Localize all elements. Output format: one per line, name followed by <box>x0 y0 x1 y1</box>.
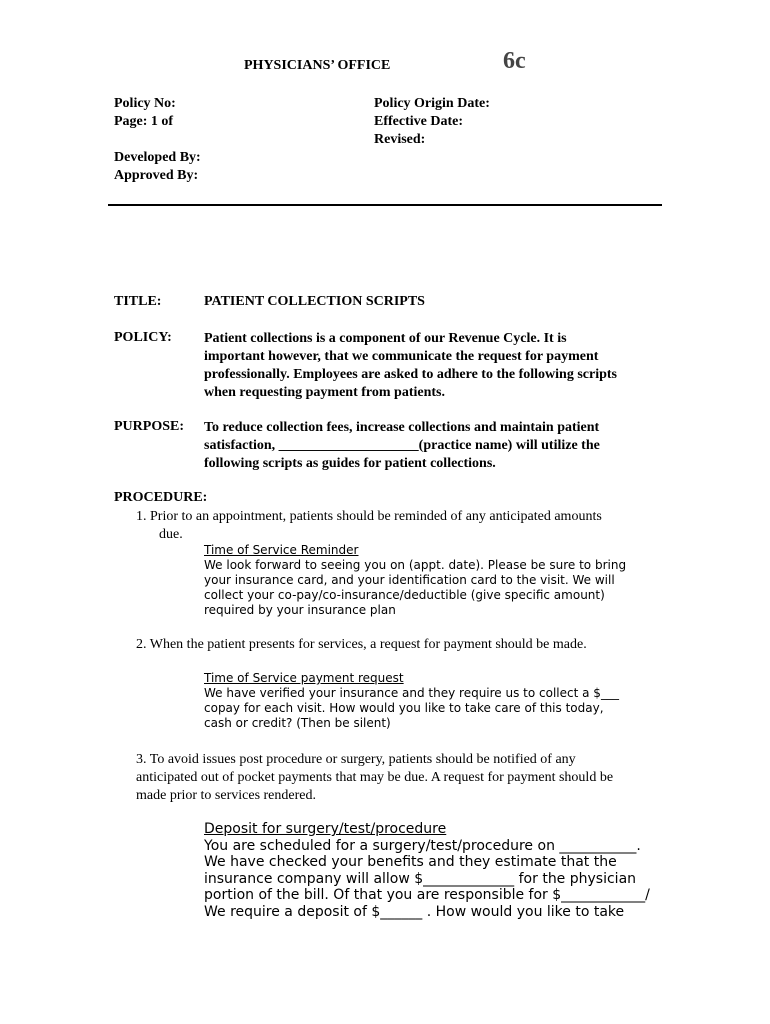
script-title: Time of Service Reminder <box>204 543 359 557</box>
step-3-text <box>136 751 676 805</box>
script-line: We require a deposit of $______ . How would you like to take <box>204 903 625 920</box>
script-line: You are scheduled for a surgery/test/procedure on ___________. <box>204 837 641 854</box>
step-3-line: 3. To avoid issues post procedure or surgery, patients should be notified of any <box>136 752 576 767</box>
script-line: required by your insurance plan <box>204 603 396 617</box>
script-title: Deposit for surgery/test/procedure <box>204 821 447 837</box>
script-line: copay for each visit. How would you like to take care of this today, <box>204 701 604 715</box>
policy-label: POLICY: <box>114 330 172 345</box>
step-3-line: made prior to services rendered. <box>136 788 316 803</box>
effective-date-label: Effective Date: <box>374 114 464 129</box>
approved-by-label: Approved By: <box>114 168 199 183</box>
office-heading: PHYSICIANS’ OFFICE <box>244 58 391 73</box>
purpose-text <box>204 419 664 473</box>
script-line: portion of the bill. Of that you are responsible for $____________/ <box>204 887 650 903</box>
script-line: We look forward to seeing you on (appt. date). Please be sure to bring <box>204 558 627 572</box>
script-payment-request <box>204 671 664 731</box>
step-2-text: 2. When the patient presents for services, a request for payment should be made. <box>136 637 587 652</box>
script-line: your insurance card, and your identification card to the visit. We will <box>204 573 615 587</box>
policy-line: professionally. Employees are asked to adhere to the following scripts <box>204 367 617 382</box>
page-label: Page: 1 of <box>114 114 174 129</box>
script-line: We have checked your benefits and they estimate that the <box>204 854 617 870</box>
script-line: We have verified your insurance and they require us to collect a $___ <box>204 686 619 700</box>
step-1-text: 1. Prior to an appointment, patients should be reminded of any anticipated amounts <box>136 509 602 524</box>
script-line: cash or credit? (Then be silent) <box>204 716 391 730</box>
purpose-line: following scripts as guides for patient collections. <box>204 456 496 471</box>
form-code: 6c <box>503 48 526 74</box>
policy-line: when requesting payment from patients. <box>204 385 445 400</box>
revised-label: Revised: <box>374 132 426 147</box>
script-line: insurance company will allow $_____________ for the physician <box>204 870 637 887</box>
policy-no-label: Policy No: <box>114 96 176 111</box>
policy-line: important however, that we communicate the request for payment <box>204 349 599 364</box>
document-title: PATIENT COLLECTION SCRIPTS <box>204 294 425 309</box>
purpose-label: PURPOSE: <box>114 419 184 434</box>
policy-line: Patient collections is a component of our Revenue Cycle. It is <box>204 331 567 346</box>
script-line: collect your co-pay/co-insurance/deductible (give specific amount) <box>204 588 605 602</box>
title-label: TITLE: <box>114 294 162 309</box>
step-1-text-cont: due. <box>159 527 183 542</box>
script-deposit <box>204 821 674 920</box>
header-divider <box>108 204 662 206</box>
origin-date-label: Policy Origin Date: <box>374 96 490 111</box>
developed-by-label: Developed By: <box>114 150 201 165</box>
step-3-line: anticipated out of pocket payments that may be due. A request for payment should be <box>136 770 614 785</box>
script-title: Time of Service payment request <box>204 671 404 685</box>
purpose-line: To reduce collection fees, increase collections and maintain patient <box>204 420 600 435</box>
policy-text <box>204 330 664 402</box>
purpose-line: satisfaction, ____________________(practice name) will utilize the <box>204 438 600 453</box>
script-time-of-service-reminder <box>204 543 664 618</box>
procedure-label: PROCEDURE: <box>114 490 208 505</box>
